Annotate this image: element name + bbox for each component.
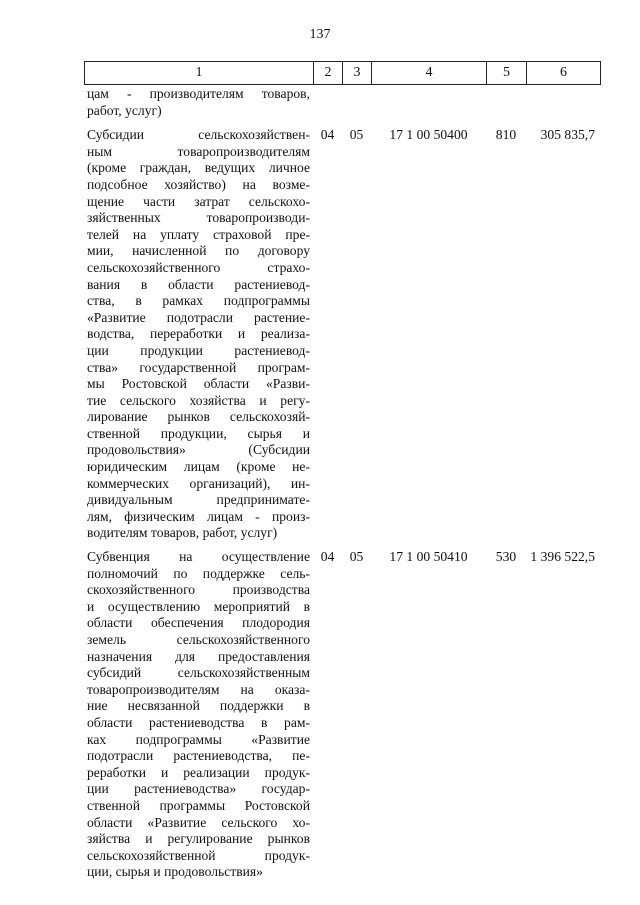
row-rz: 04 bbox=[320, 127, 335, 143]
description-line: лям, физическим лицам - произ- bbox=[87, 508, 310, 524]
row-csr: 17 1 00 50410 bbox=[389, 549, 468, 565]
description-line: коммерческих организаций), ин- bbox=[87, 475, 310, 491]
description-line: полномочий по поддержке сель- bbox=[87, 565, 310, 581]
description-line: области растениеводства в рам- bbox=[87, 714, 310, 730]
description-line: ственной программы Ростовской bbox=[87, 797, 310, 813]
description-line: зяйства и регулирование рынков bbox=[87, 831, 310, 847]
row-vr: 810 bbox=[495, 127, 517, 143]
description-line: лирование рынков сельскохозяй- bbox=[87, 409, 310, 425]
header-col-6: 6 bbox=[560, 65, 567, 80]
description-line: ции растениеводства» государ- bbox=[87, 781, 310, 797]
description-line: ственной продукции, сырья и bbox=[87, 425, 310, 441]
table-row bbox=[84, 127, 601, 542]
description-line: юридическим лицам (кроме не- bbox=[87, 459, 310, 475]
description-line: ции, сырья и продовольствия» bbox=[87, 864, 263, 880]
description-line: тие сельского хозяйства и регу- bbox=[87, 392, 310, 408]
description-line: ства, в рамках подпрограммы bbox=[87, 293, 310, 309]
continuation-row bbox=[84, 86, 601, 119]
description-line: скохозяйственного производства bbox=[87, 582, 310, 598]
header-col-4: 4 bbox=[372, 62, 487, 84]
description-line: земель сельскохозяйственного bbox=[87, 632, 310, 647]
description-line: зяйственных товаропроизводи- bbox=[87, 210, 310, 226]
description-line: и осуществлению мероприятий в bbox=[87, 598, 310, 614]
row-vr: 530 bbox=[495, 549, 517, 565]
row-rz: 04 bbox=[320, 549, 335, 565]
description-line: субсидий сельскохозяйственным bbox=[87, 665, 310, 681]
description-line: вания в области растениевод- bbox=[87, 276, 310, 292]
description-line: (кроме граждан, ведущих личное bbox=[87, 160, 310, 176]
description-line: ках подпрограммы «Развитие bbox=[87, 731, 310, 747]
description-line: продовольствия» (Субсидии bbox=[87, 442, 310, 458]
description-line: «Развитие подотрасли растение- bbox=[87, 309, 310, 325]
row-pr: 05 bbox=[349, 549, 364, 565]
description-line: ние несвязанной поддержки в bbox=[87, 698, 310, 714]
description-line: области обеспечения плодородия bbox=[87, 615, 310, 631]
description-line: Субвенция на осуществление bbox=[87, 549, 310, 565]
page-number: 137 bbox=[309, 27, 331, 42]
header-col-2: 2 bbox=[314, 62, 343, 84]
description-line: назначения для предоставления bbox=[87, 648, 310, 664]
description-line: сельскохозяйственной продук- bbox=[87, 847, 310, 863]
description-line: подотрасли растениеводства, пе- bbox=[87, 748, 310, 764]
description-line: работ, услуг) bbox=[87, 102, 162, 118]
table-header-row bbox=[84, 61, 601, 85]
description-line: товаропроизводителям на оказа- bbox=[87, 681, 310, 697]
table-row bbox=[84, 549, 601, 881]
row-description bbox=[84, 549, 313, 881]
header-col-5: 5 bbox=[487, 62, 527, 84]
description-line: сельскохозяйственного страхо- bbox=[87, 259, 310, 275]
table-body bbox=[84, 86, 601, 888]
description-line: Субсидии сельскохозяйствен- bbox=[87, 127, 310, 143]
row-pr: 05 bbox=[349, 127, 364, 143]
row-sum: 1 396 522,5 bbox=[530, 549, 595, 565]
description-line: ным товаропроизводителям bbox=[87, 143, 310, 159]
description-line: телей на уплату страховой пре- bbox=[87, 226, 310, 242]
description-line: ства» государственной програм- bbox=[87, 359, 310, 375]
description-line: водителям товаров, работ, услуг) bbox=[87, 525, 278, 541]
description-line: реработки и реализации продук- bbox=[87, 764, 310, 780]
row-sum: 305 835,7 bbox=[540, 127, 595, 143]
description-line: области «Развитие сельского хо- bbox=[87, 814, 310, 830]
continuation-description bbox=[84, 86, 313, 119]
row-description bbox=[84, 127, 313, 542]
description-line: мии, начисленной по договору bbox=[87, 243, 310, 259]
description-line: подсобное хозяйство) на возме- bbox=[87, 176, 310, 192]
description-line: дивидуальным предпринимате- bbox=[87, 492, 310, 508]
header-col-3: 3 bbox=[343, 62, 372, 84]
description-line: ции продукции растениевод- bbox=[87, 342, 310, 358]
description-line: мы Ростовской области «Разви- bbox=[87, 376, 310, 392]
row-csr: 17 1 00 50400 bbox=[389, 127, 468, 143]
description-line: цам - производителям товаров, bbox=[87, 86, 310, 101]
header-col-1: 1 bbox=[85, 62, 314, 84]
description-line: водства, переработки и реализа- bbox=[87, 326, 310, 342]
description-line: щение части затрат сельскохо- bbox=[87, 193, 310, 209]
